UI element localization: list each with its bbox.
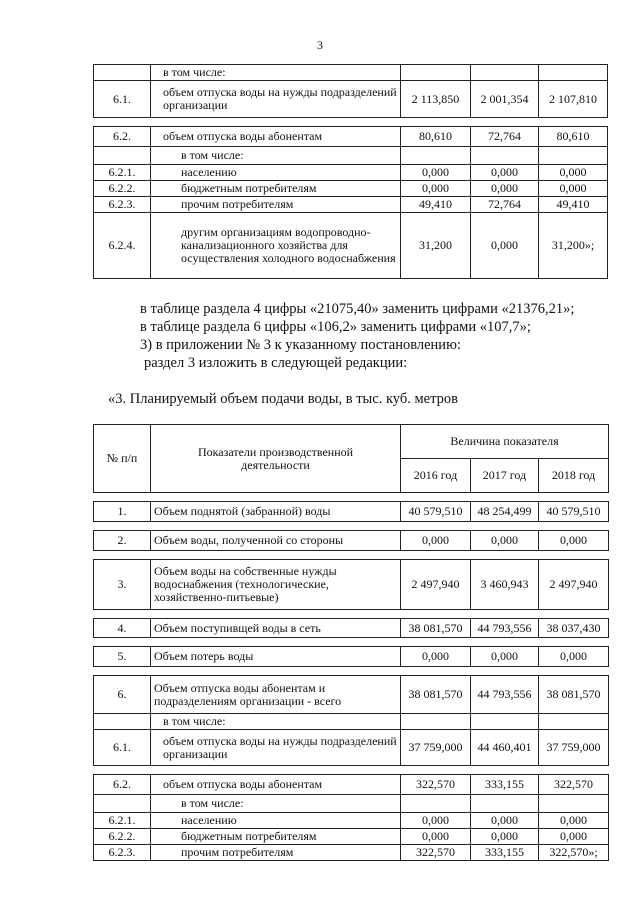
table-row xyxy=(94,127,608,147)
table-row xyxy=(94,502,609,522)
value-2018: 40 579,510 xyxy=(539,502,609,522)
value-2016: 0,000 xyxy=(401,647,471,667)
value-2017 xyxy=(471,795,539,813)
row-number: 4. xyxy=(94,619,151,638)
section-heading: «3. Планируемый объем подачи воды, в тыс. куб. метров xyxy=(108,391,458,407)
value-2018: 2 107,810 xyxy=(539,81,608,118)
table-row xyxy=(94,813,609,829)
water-supply-table xyxy=(93,424,609,861)
value-2017: 3 460,943 xyxy=(471,560,539,610)
row-number: 6.1. xyxy=(94,81,151,118)
value-2016: 38 081,570 xyxy=(401,619,471,638)
value-2016 xyxy=(401,65,471,81)
value-2016: 38 081,570 xyxy=(401,676,471,714)
value-2018: 0,000 xyxy=(539,829,609,845)
value-2018: 31,200»; xyxy=(539,213,608,279)
header-year-2018: 2018 год xyxy=(539,459,609,493)
value-2016: 322,570 xyxy=(401,845,471,861)
row-label: Объем поднятой (забранной) воды xyxy=(151,502,401,522)
row-label: Объем воды, полученной со стороны xyxy=(151,531,401,551)
value-2016: 0,000 xyxy=(401,165,471,181)
row-label: объем отпуска воды на нужды подразделений организации xyxy=(151,81,401,118)
value-2016: 80,610 xyxy=(401,127,471,147)
value-2017: 0,000 xyxy=(471,647,539,667)
table-row xyxy=(94,647,609,667)
header-value-group: Величина показателя xyxy=(401,425,609,459)
row-number: 6.2.4. xyxy=(94,213,151,279)
value-2017: 333,155 xyxy=(471,775,539,795)
row-number: 6. xyxy=(94,676,151,714)
value-2017: 44 793,556 xyxy=(471,619,539,638)
row-label: прочим потребителям xyxy=(151,845,401,861)
table-row xyxy=(94,775,609,795)
value-2018: 37 759,000 xyxy=(539,730,609,766)
row-label: населению xyxy=(151,165,401,181)
table-row xyxy=(94,619,609,638)
row-label: прочим потребителям xyxy=(151,197,401,213)
row-label: в том числе: xyxy=(151,795,401,813)
table-row xyxy=(94,65,608,81)
value-2016 xyxy=(401,795,471,813)
row-number: 6.2.2. xyxy=(94,181,151,197)
page-number: 3 xyxy=(317,38,323,52)
value-2018: 0,000 xyxy=(539,647,609,667)
value-2018: 49,410 xyxy=(539,197,608,213)
table-row xyxy=(94,829,609,845)
value-2018 xyxy=(539,714,609,730)
row-label: другим организациям водопроводно-канализационного хозяйства для осуществления холодного водоснабжения xyxy=(151,213,401,279)
row-label: объем отпуска воды на нужды подразделений организации xyxy=(151,730,401,766)
table-row xyxy=(94,560,609,610)
row-number: 6.2.1. xyxy=(94,813,151,829)
row-label: Объем воды на собственные нужды водоснабжения (технологические, хозяйственно-питьевые) xyxy=(151,560,401,610)
value-2017: 72,764 xyxy=(471,197,539,213)
value-2016: 0,000 xyxy=(401,531,471,551)
row-number: 6.1. xyxy=(94,730,151,766)
value-2018: 38 037,430 xyxy=(539,619,609,638)
value-2017: 0,000 xyxy=(471,165,539,181)
row-number: 6.2.2. xyxy=(94,829,151,845)
table-row xyxy=(94,845,609,861)
header-indicators: Показатели производственной деятельности xyxy=(151,425,401,493)
value-2018: 0,000 xyxy=(539,181,608,197)
value-2018: 0,000 xyxy=(539,813,609,829)
row-number: 2. xyxy=(94,531,151,551)
row-label: в том числе: xyxy=(151,147,401,165)
value-2017: 72,764 xyxy=(471,127,539,147)
value-2018: 2 497,940 xyxy=(539,560,609,610)
row-label: бюджетным потребителям xyxy=(151,829,401,845)
table-row xyxy=(94,714,609,730)
table-row xyxy=(94,531,609,551)
value-2016: 0,000 xyxy=(401,813,471,829)
value-2016 xyxy=(401,147,471,165)
value-2016 xyxy=(401,714,471,730)
row-number xyxy=(94,795,151,813)
row-label: населению xyxy=(151,813,401,829)
value-2018: 322,570 xyxy=(539,775,609,795)
value-2016: 0,000 xyxy=(401,829,471,845)
value-2016: 2 113,850 xyxy=(401,81,471,118)
row-label: бюджетным потребителям xyxy=(151,181,401,197)
value-2018: 80,610 xyxy=(539,127,608,147)
value-2018 xyxy=(539,65,608,81)
value-2017 xyxy=(471,147,539,165)
value-2018: 38 081,570 xyxy=(539,676,609,714)
value-2018 xyxy=(539,147,608,165)
value-2017: 0,000 xyxy=(471,531,539,551)
header-year-2016: 2016 год xyxy=(401,459,471,493)
row-number: 3. xyxy=(94,560,151,610)
value-2018: 0,000 xyxy=(539,531,609,551)
row-number xyxy=(94,714,151,730)
row-number: 6.2.3. xyxy=(94,197,151,213)
value-2017: 44 793,556 xyxy=(471,676,539,714)
value-2016: 40 579,510 xyxy=(401,502,471,522)
row-label: в том числе: xyxy=(151,714,401,730)
row-number xyxy=(94,65,151,81)
value-2017: 0,000 xyxy=(471,813,539,829)
row-label: Объем потерь воды xyxy=(151,647,401,667)
value-2018 xyxy=(539,795,609,813)
row-label: объем отпуска воды абонентам xyxy=(151,127,401,147)
row-number: 5. xyxy=(94,647,151,667)
table-row xyxy=(94,730,609,766)
table-row xyxy=(94,795,609,813)
value-2016: 0,000 xyxy=(401,181,471,197)
row-label: в том числе: xyxy=(151,65,401,81)
table-row xyxy=(94,81,608,118)
table-row xyxy=(94,147,608,165)
value-2016: 49,410 xyxy=(401,197,471,213)
paragraph: 3) в приложении № 3 к указанному постановлению: xyxy=(140,337,461,353)
value-2018: 322,570»; xyxy=(539,845,609,861)
row-number: 6.2. xyxy=(94,775,151,795)
value-2016: 322,570 xyxy=(401,775,471,795)
table-row xyxy=(94,181,608,197)
header-number: № п/п xyxy=(94,425,151,493)
row-label: Объем отпуска воды абонентам и подразделениям организации - всего xyxy=(151,676,401,714)
value-2017: 0,000 xyxy=(471,213,539,279)
value-2017: 2 001,354 xyxy=(471,81,539,118)
row-label: Объем поступивщей воды в сеть xyxy=(151,619,401,638)
value-2016: 2 497,940 xyxy=(401,560,471,610)
table-row xyxy=(94,165,608,181)
row-number xyxy=(94,147,151,165)
row-number: 6.2. xyxy=(94,127,151,147)
row-label: объем отпуска воды абонентам xyxy=(151,775,401,795)
value-2017: 48 254,499 xyxy=(471,502,539,522)
row-number: 6.2.3. xyxy=(94,845,151,861)
amendment-text xyxy=(140,300,620,372)
row-number: 6.2.1. xyxy=(94,165,151,181)
value-2017 xyxy=(471,65,539,81)
continuation-table xyxy=(93,64,608,279)
value-2016: 37 759,000 xyxy=(401,730,471,766)
value-2017: 0,000 xyxy=(471,181,539,197)
header-year-2017: 2017 год xyxy=(471,459,539,493)
table-row xyxy=(94,676,609,714)
paragraph: раздел 3 изложить в следующей редакции: xyxy=(144,355,408,371)
table-row xyxy=(94,213,608,279)
row-number: 1. xyxy=(94,502,151,522)
paragraph: в таблице раздела 6 цифры «106,2» заменить цифрами «107,7»; xyxy=(140,319,531,335)
value-2017: 44 460,401 xyxy=(471,730,539,766)
table-row xyxy=(94,197,608,213)
value-2016: 31,200 xyxy=(401,213,471,279)
paragraph: в таблице раздела 4 цифры «21075,40» заменить цифрами «21376,21»; xyxy=(140,301,575,317)
value-2018: 0,000 xyxy=(539,165,608,181)
value-2017: 333,155 xyxy=(471,845,539,861)
value-2017 xyxy=(471,714,539,730)
value-2017: 0,000 xyxy=(471,829,539,845)
